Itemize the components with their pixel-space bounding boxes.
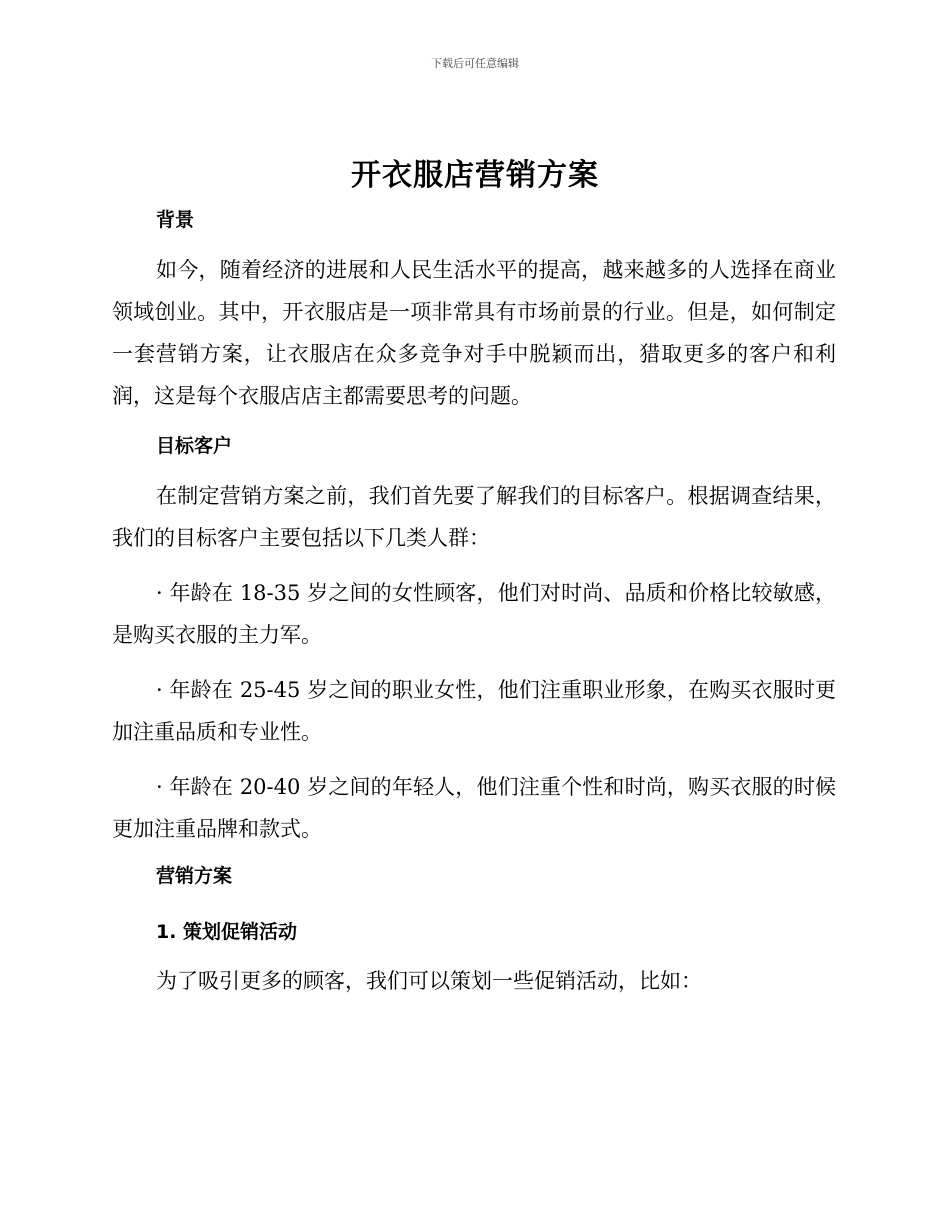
paragraph-background: 如今，随着经济的进展和人民生活水平的提高，越来越多的人选择在商业领域创业。其中，开衣服店是一项非常具有市场前景的行业。但是，如何制定一套营销方案，让衣服店在众多竞争对手中脱颖而出，猎取更多的客户和利润，这是每个衣服店店主都需要思考的问题。 bbox=[112, 258, 836, 408]
section-heading-background: 背景 bbox=[156, 209, 195, 231]
header-note: 下载后可任意编辑 bbox=[431, 57, 519, 70]
list-item: · 年龄在 18-35 岁之间的女性顾客，他们对时尚、品质和价格比较敏感，是购买衣服的主力军。 bbox=[112, 581, 836, 647]
document-title: 开衣服店营销方案 bbox=[351, 158, 599, 193]
paragraph-target: 在制定营销方案之前，我们首先要了解我们的目标客户。根据调查结果，我们的目标客户主要包括以下几类人群： bbox=[112, 484, 836, 550]
section-heading-target: 目标客户 bbox=[156, 435, 233, 457]
subsection-heading-promotion: 1. 策划促销活动 bbox=[156, 921, 298, 943]
document-body bbox=[112, 200, 836, 1002]
section-heading-marketing: 营销方案 bbox=[156, 865, 233, 887]
paragraph-promotion: 为了吸引更多的顾客，我们可以策划一些促销活动，比如： bbox=[156, 969, 702, 993]
list-item: · 年龄在 20-40 岁之间的年轻人，他们注重个性和时尚，购买衣服的时候更加注重品牌和款式。 bbox=[112, 775, 836, 841]
list-item: · 年龄在 25-45 岁之间的职业女性，他们注重职业形象，在购买衣服时更加注重品质和专业性。 bbox=[112, 678, 836, 744]
